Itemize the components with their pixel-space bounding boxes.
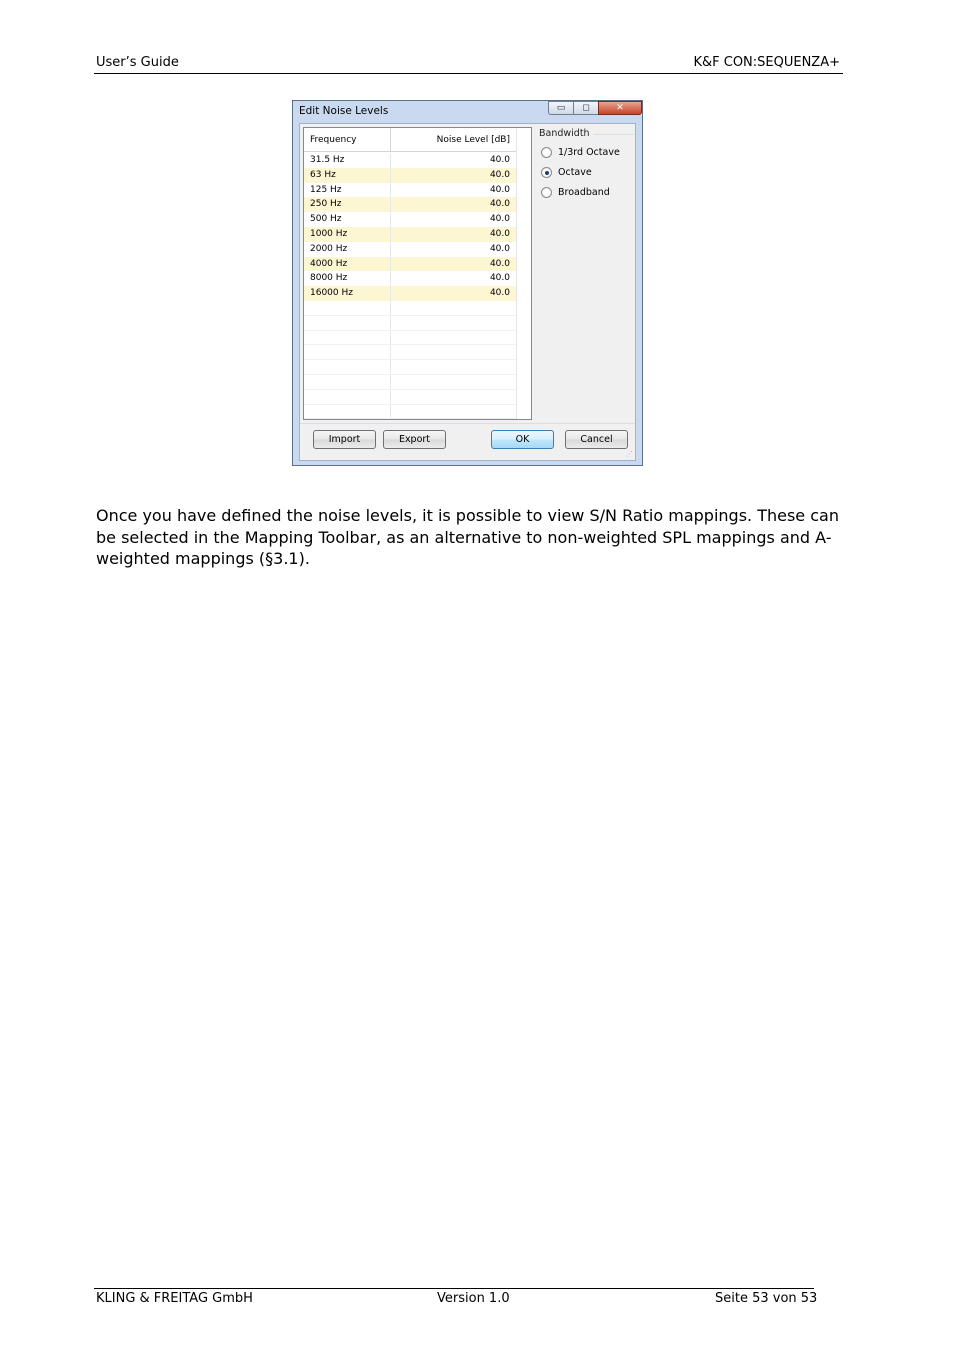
noise-level-cell[interactable]: 40.0 — [391, 242, 517, 257]
empty-row — [304, 301, 517, 316]
table-row[interactable] — [304, 212, 517, 227]
window-controls — [548, 101, 642, 116]
table-row[interactable] — [304, 271, 517, 286]
dialog-client-area — [299, 123, 636, 461]
table-scrollbar-track[interactable] — [516, 128, 531, 419]
import-button[interactable]: Import — [313, 430, 376, 449]
radio-unchecked-icon[interactable] — [541, 147, 552, 158]
radio-label: 1/3rd Octave — [558, 147, 620, 158]
radio-octave[interactable] — [541, 167, 592, 178]
noise-level-cell[interactable]: 40.0 — [391, 257, 517, 272]
cancel-button[interactable]: Cancel — [565, 430, 628, 449]
ok-button[interactable]: OK — [491, 430, 554, 449]
noise-level-table[interactable] — [303, 127, 532, 420]
dialog-titlebar[interactable] — [293, 101, 642, 123]
empty-row — [304, 345, 517, 360]
empty-row — [304, 360, 517, 375]
column-header-frequency[interactable]: Frequency — [304, 128, 391, 151]
column-header-noise-level[interactable]: Noise Level [dB] — [391, 128, 517, 151]
noise-level-cell[interactable]: 40.0 — [391, 227, 517, 242]
frequency-cell: 2000 Hz — [304, 242, 391, 257]
table-row[interactable] — [304, 286, 517, 301]
frequency-cell: 31.5 Hz — [304, 153, 391, 168]
table-row[interactable] — [304, 257, 517, 272]
radio-third-octave[interactable] — [541, 147, 620, 158]
radio-label: Octave — [558, 167, 592, 178]
frequency-cell: 1000 Hz — [304, 227, 391, 242]
table-row[interactable] — [304, 197, 517, 212]
empty-row — [304, 375, 517, 390]
empty-row — [304, 331, 517, 346]
button-bar-separator — [300, 423, 635, 424]
table-row[interactable] — [304, 242, 517, 257]
header-left: User’s Guide — [96, 55, 179, 70]
edit-noise-levels-dialog — [292, 100, 643, 466]
frequency-cell: 16000 Hz — [304, 286, 391, 301]
frequency-cell: 4000 Hz — [304, 257, 391, 272]
footer-company: KLING & FREITAG GmbH — [96, 1291, 253, 1306]
bandwidth-group — [539, 124, 635, 420]
group-divider — [586, 134, 634, 135]
noise-level-cell[interactable]: 40.0 — [391, 271, 517, 286]
radio-checked-icon[interactable] — [541, 167, 552, 178]
dialog-title: Edit Noise Levels — [299, 105, 389, 117]
header-rule — [94, 73, 843, 74]
noise-level-cell[interactable]: 40.0 — [391, 197, 517, 212]
minimize-button[interactable]: ▭ — [548, 101, 573, 115]
noise-level-cell[interactable]: 40.0 — [391, 286, 517, 301]
footer-page-number: Seite 53 von 53 — [715, 1291, 818, 1306]
body-paragraph: Once you have defined the noise levels, it is possible to view S/N Ratio mappings. These can be selected in the Mapping Toolbar, as an alternative to non-weighted SPL mappings and A-weighted mappings (§3.1). — [96, 506, 839, 568]
noise-level-cell[interactable]: 40.0 — [391, 183, 517, 198]
frequency-cell: 8000 Hz — [304, 271, 391, 286]
table-row[interactable] — [304, 153, 517, 168]
table-row[interactable] — [304, 183, 517, 198]
radio-label: Broadband — [558, 187, 610, 198]
radio-unchecked-icon[interactable] — [541, 187, 552, 198]
table-row[interactable] — [304, 227, 517, 242]
noise-level-cell[interactable]: 40.0 — [391, 212, 517, 227]
resize-grip-icon[interactable]: ⋰ — [626, 450, 633, 458]
footer-rule — [94, 1288, 814, 1289]
noise-level-cell[interactable]: 40.0 — [391, 168, 517, 183]
empty-row — [304, 316, 517, 331]
export-button[interactable]: Export — [383, 430, 446, 449]
close-button[interactable]: ✕ — [598, 101, 642, 115]
frequency-cell: 500 Hz — [304, 212, 391, 227]
bandwidth-label: Bandwidth — [539, 128, 593, 139]
frequency-cell: 250 Hz — [304, 197, 391, 212]
empty-row — [304, 390, 517, 405]
header-right: K&F CON:SEQUENZA+ — [693, 55, 840, 70]
noise-level-cell[interactable]: 40.0 — [391, 153, 517, 168]
table-header — [304, 128, 517, 152]
table-body — [304, 153, 517, 419]
frequency-cell: 63 Hz — [304, 168, 391, 183]
empty-row — [304, 405, 517, 420]
frequency-cell: 125 Hz — [304, 183, 391, 198]
maximize-button[interactable]: ◻ — [573, 101, 598, 115]
footer-version: Version 1.0 — [437, 1291, 510, 1306]
radio-broadband[interactable] — [541, 187, 610, 198]
table-row[interactable] — [304, 168, 517, 183]
